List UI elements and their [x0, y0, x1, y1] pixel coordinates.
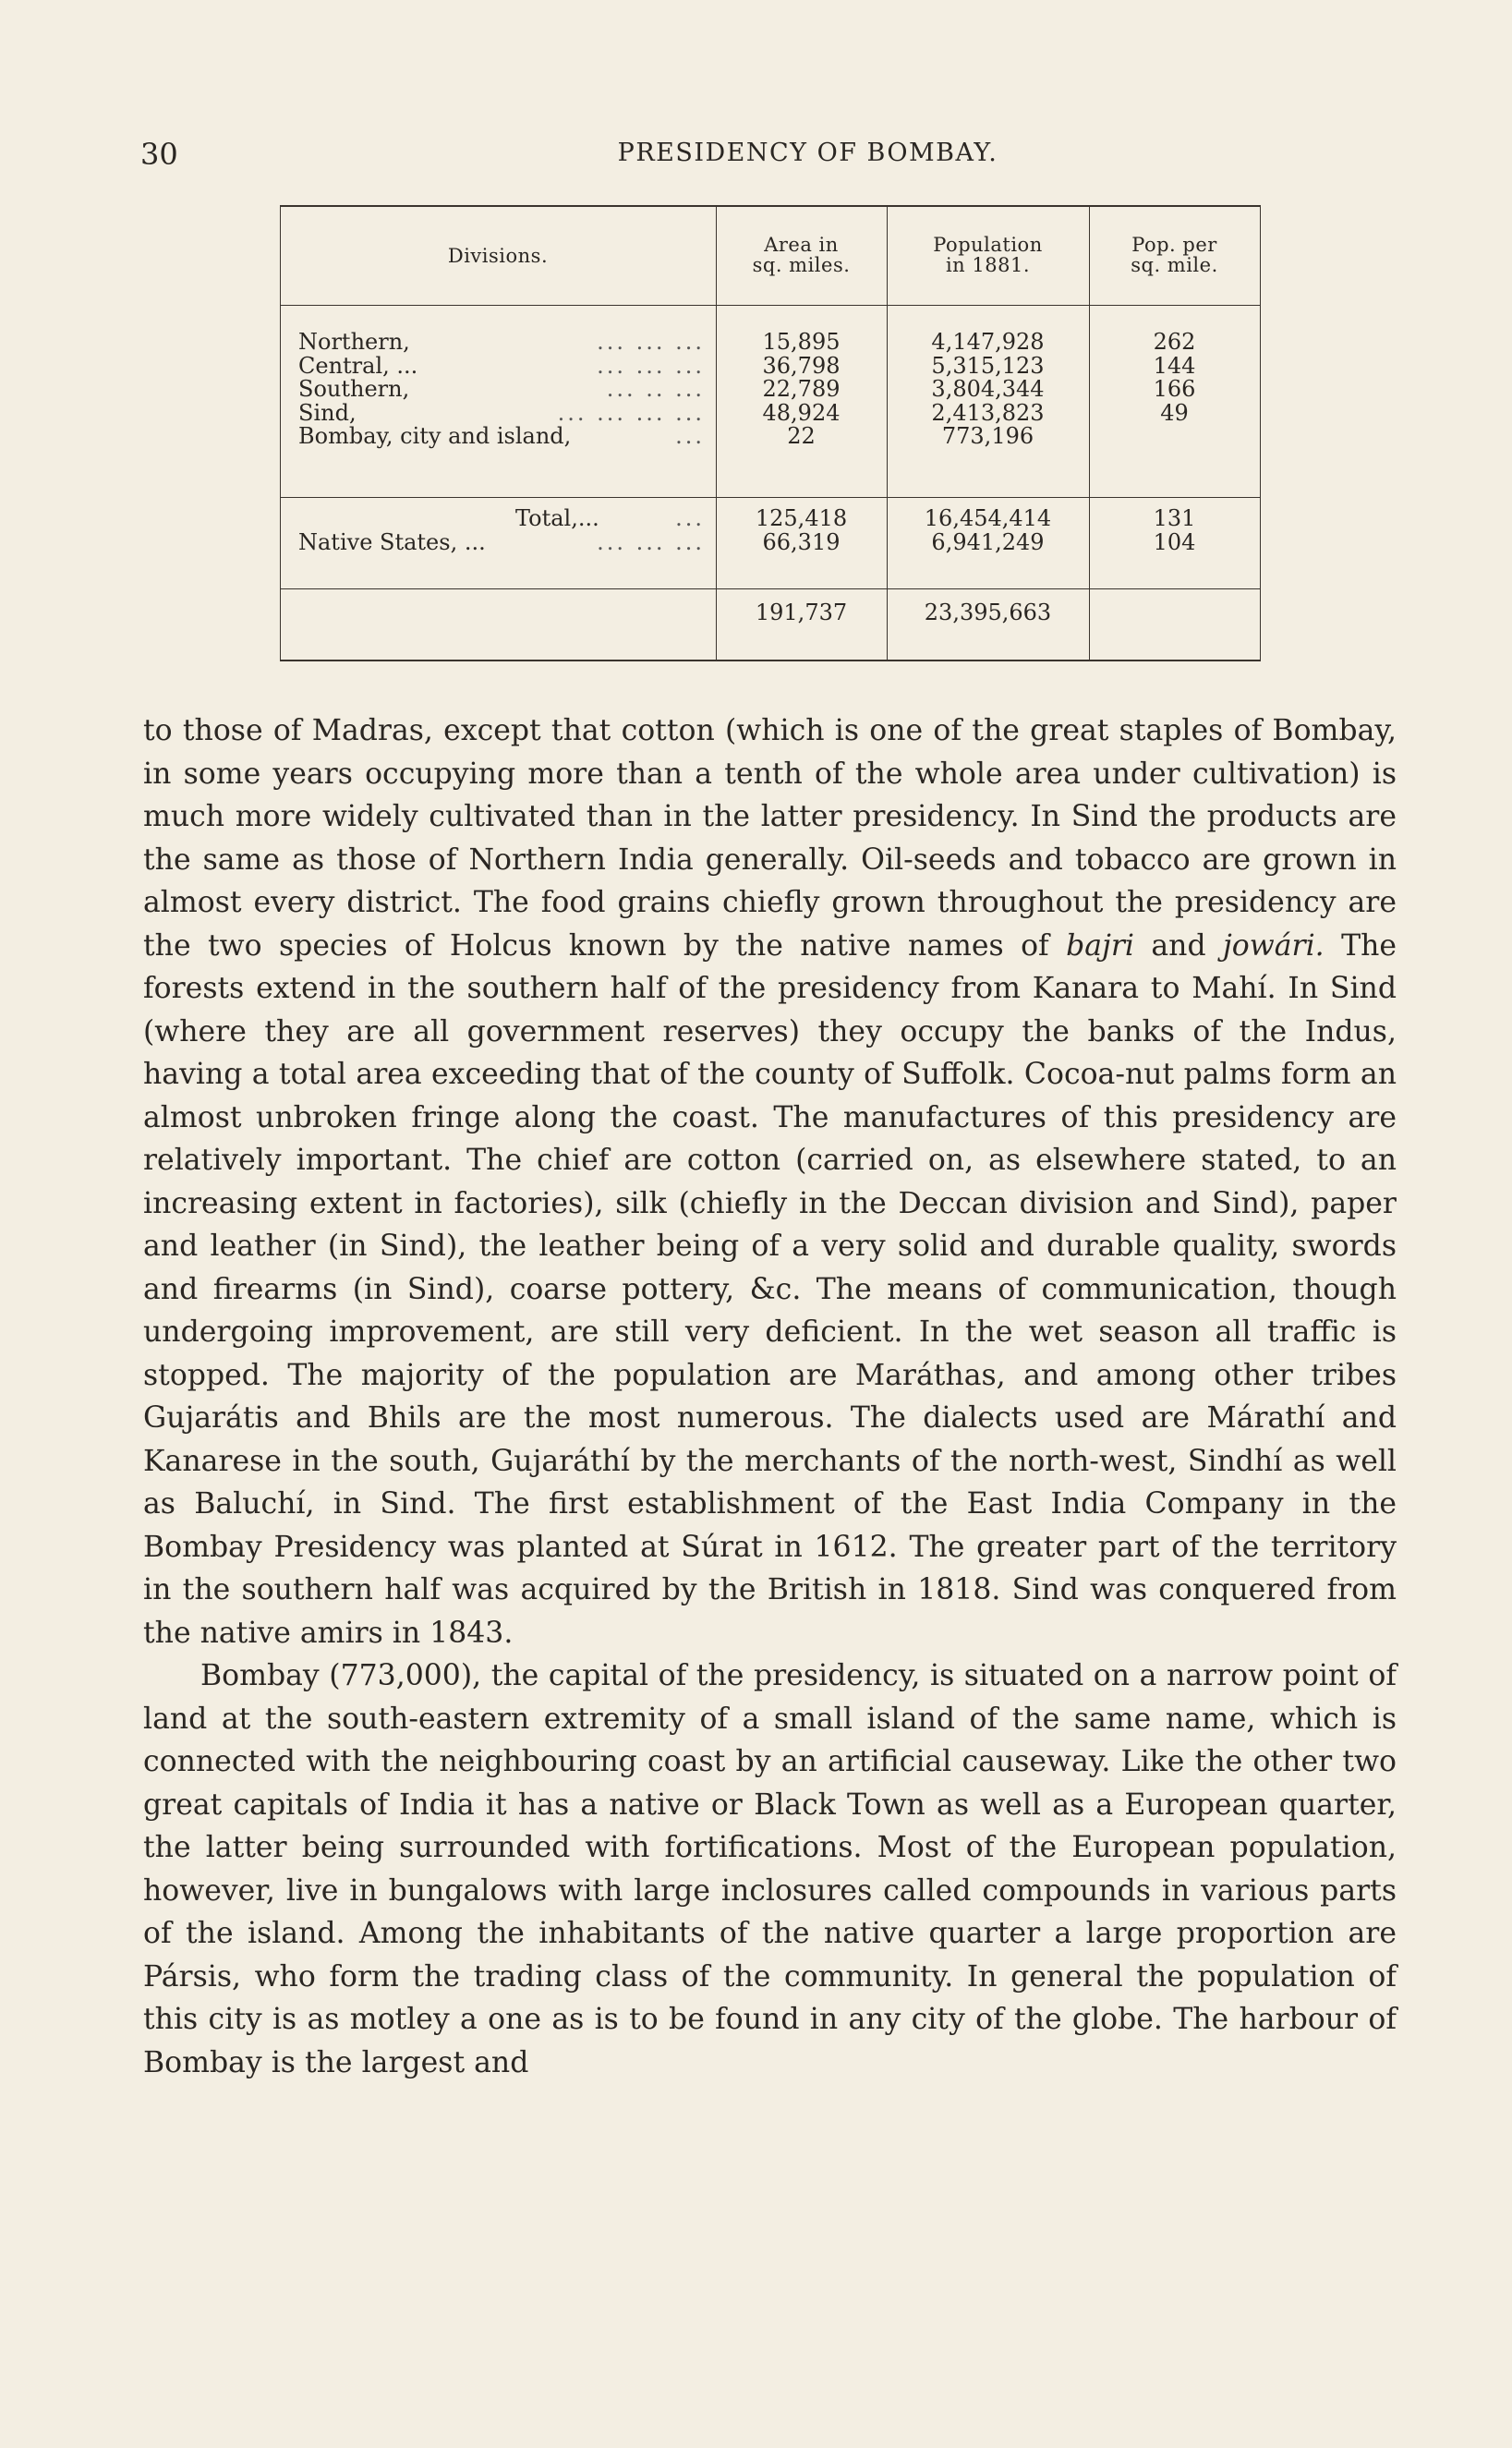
header-divisions: Divisions. — [447, 245, 549, 267]
row-name: Northern, — [298, 329, 410, 355]
row-name: Central, ... — [298, 352, 418, 379]
table-rule-left — [280, 207, 281, 660]
header-area-line1: Area in — [764, 234, 839, 256]
page-number: 30 — [140, 137, 178, 172]
population-cell: 773,196 — [941, 423, 1034, 449]
density-cell: 131 — [1153, 505, 1196, 531]
body-text — [143, 709, 1397, 2084]
page-header — [140, 137, 1401, 174]
term-bajri: bajri — [1066, 928, 1134, 963]
density-cell: 262 — [1153, 329, 1196, 355]
header-density-line1: Pop. per — [1131, 234, 1217, 256]
header-density — [1089, 235, 1260, 275]
total-names — [298, 507, 705, 554]
term-jowari: jowári. — [1223, 928, 1325, 963]
paragraph-2: Bombay (773,000), the capital of the presidency, is situated on a narrow point of land at the south-eastern extremity of a small island of the same name, which is connected with the neighbouring coast by an artificial causeway. Like the other two great capitals of India it has a native or Black Town as well as a European quarter, the latter being surrounded with fortifications. Most of the European population, however, live in bungalows with large inclosures called compounds in various parts of the island. Among the inhabitants of the native quarter a large proportion are Pársis, who form the trading class of the community. In general the population of this city is as motley a one as is to be found in any city of the globe. The harbour of Bombay is the largest and — [143, 1659, 1397, 2079]
paragraph-1-text-a: to those of Madras, except that cotton (which is one of the great staples of Bombay, in some years occupying more than a tenth of the whole area under cultivation) is much more widely cultivated than in the latter presidency. In Sind the products are the same as those of Northern India generally. Oil-seeds and tobacco are grown in almost every district. The food grains chiefly grown throughout the presidency are the two species of Holcus known by the native names of — [143, 714, 1397, 963]
area-column — [716, 331, 887, 449]
density-cell: 49 — [1160, 399, 1189, 426]
table-row — [298, 378, 705, 402]
row-leader: ... ... ... — [597, 352, 705, 379]
row-name: Southern, — [298, 376, 410, 402]
population-cell: 5,315,123 — [931, 352, 1045, 379]
paragraph-1-conjunction: and — [1133, 928, 1224, 963]
header-area-line2: sq. miles. — [752, 254, 851, 276]
header-pop-line2: in 1881. — [945, 254, 1031, 276]
density-cell: 104 — [1153, 528, 1196, 555]
population-cell: 4,147,928 — [931, 329, 1045, 355]
row-leader: ... ... ... — [597, 329, 705, 355]
table-row — [298, 352, 705, 379]
density-cell: 166 — [1153, 376, 1196, 402]
area-cell: 15,895 — [762, 329, 841, 355]
area-cell: 66,319 — [762, 528, 841, 555]
table-rule-right — [1260, 207, 1261, 660]
area-cell: 36,798 — [762, 352, 841, 379]
grand-total-area: 191,737 — [755, 600, 848, 625]
table-rule-header — [280, 305, 1261, 306]
grand-total-population: 23,395,663 — [924, 600, 1052, 625]
row-leader: ... ... ... — [597, 528, 705, 555]
total-area-column — [716, 507, 887, 554]
population-cell: 3,804,344 — [931, 376, 1045, 402]
header-population — [887, 235, 1089, 275]
row-leader: ... .. ... — [606, 376, 705, 402]
population-column — [887, 331, 1089, 449]
total-density-column — [1089, 507, 1260, 554]
row-leader: ... — [675, 423, 705, 449]
row-name: Total,... — [515, 505, 599, 531]
table-rule-grand — [280, 588, 1261, 589]
division-names — [298, 331, 705, 449]
density-column — [1089, 331, 1260, 425]
population-cell: 6,941,249 — [931, 528, 1045, 555]
table-row — [298, 331, 705, 355]
population-cell: 16,454,414 — [924, 505, 1052, 531]
total-population-column — [887, 507, 1089, 554]
row-name: Native States, ... — [298, 528, 486, 555]
area-cell: 48,924 — [762, 399, 841, 426]
area-cell: 22,789 — [762, 376, 841, 402]
table-rule-total — [280, 497, 1261, 498]
table-row — [298, 425, 705, 449]
area-cell: 125,418 — [755, 505, 848, 531]
area-cell: 22 — [787, 423, 816, 449]
density-cell: 144 — [1153, 352, 1196, 379]
row-leader: ... ... ... ... — [557, 399, 705, 426]
header-pop-line1: Population — [933, 234, 1043, 256]
paragraph-1 — [143, 709, 1397, 1654]
table-row — [298, 399, 705, 426]
table-row — [298, 507, 705, 531]
statistics-table — [280, 205, 1261, 661]
header-area — [716, 235, 887, 275]
paragraph-1-text-b: The forests extend in the southern half of the presidency from Kanara to Mahí. In Sind (where they are all government reserves) they occupy the banks of the Indus, having a total area exceeding that of the county of Suffolk. Cocoa-nut palms form an almost unbroken fringe along the coast. The manufactures of this presidency are relatively important. The chief are cotton (carried on, as elsewhere stated, to an increasing extent in factories), silk (chiefly in the Deccan division and Sind), paper and leather (in Sind), the leather being of a very solid and durable quality, swords and firearms (in Sind), coarse pottery, &c. The means of communication, though undergoing improvement, are still very deficient. In the wet season all traffic is stopped. The majority of the population are Maráthas, and among other tribes Gujarátis and Bhils are the most numerous. The dialects used are Márathí and Kanarese in the south, Gujaráthí by the merchants of the north-west, Sindhí as well as Baluchí, in Sind. The first establishment of the East India Company in the Bombay Presidency was planted at Súrat in 1612. The greater part of the territory in the southern half was acquired by the British in 1818. Sind was conquered from the native amirs in 1843. — [143, 928, 1397, 1650]
row-name: Sind, — [298, 399, 357, 426]
header-density-line2: sq. mile. — [1131, 254, 1218, 276]
table-row — [298, 528, 705, 555]
row-name: Bombay, city and island, — [298, 423, 572, 449]
running-title: PRESIDENCY OF BOMBAY. — [617, 139, 998, 167]
row-leader: ... — [675, 505, 705, 531]
population-cell: 2,413,823 — [931, 399, 1045, 426]
